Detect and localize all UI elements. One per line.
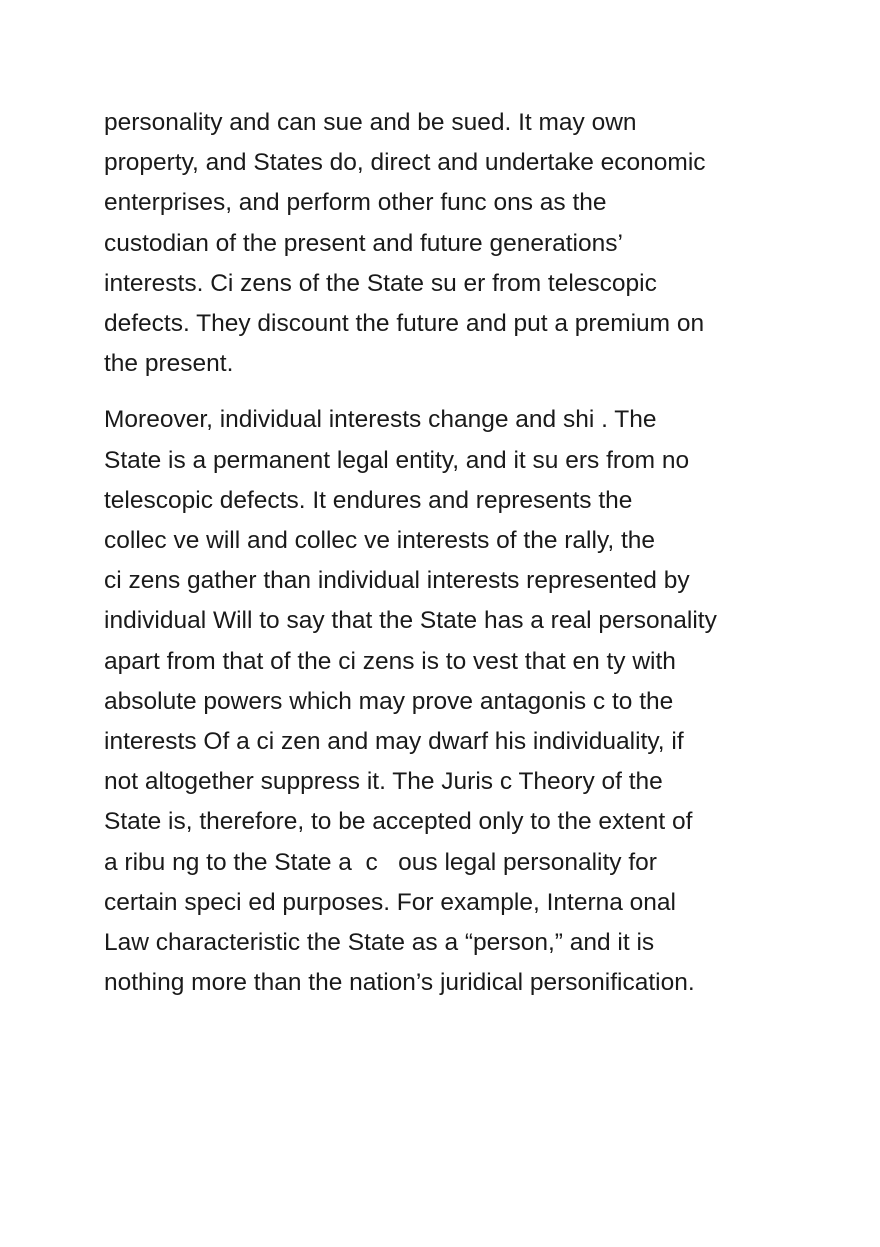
paragraph-line: certain speci ed purposes. For example, Interna onal: [104, 888, 676, 916]
paragraph-line: individual Will to say that the State has a real personality: [104, 607, 717, 635]
paragraph-1: [104, 103, 784, 384]
paragraph-line: Moreover, individual interests change and shi . The: [104, 406, 657, 434]
paragraph-line: interests Of a ci zen and may dwarf his individuality, if: [104, 728, 684, 756]
paragraph-line: apart from that of the ci zens is to vest that en ty with: [104, 647, 676, 675]
paragraph-2: [104, 400, 784, 1003]
paragraph-line: a ribu ng to the State a c ous legal personality for: [104, 848, 657, 876]
paragraph-line: interests. Ci zens of the State su er from telescopic: [104, 269, 657, 297]
paragraph-line: personality and can sue and be sued. It may own: [104, 109, 637, 136]
paragraph-line: collec ve will and collec ve interests of the rally, the: [104, 527, 656, 555]
paragraph-line: custodian of the present and future generations’: [104, 229, 623, 257]
paragraph-line: enterprises, and perform other func ons as the: [104, 189, 607, 217]
document-body: [104, 103, 784, 1003]
paragraph-line: Law characteristic the State as a “person,” and it is: [104, 929, 655, 957]
paragraph-line: property, and States do, direct and undertake economic: [104, 149, 706, 177]
paragraph-line: telescopic defects. It endures and represents the: [104, 486, 633, 514]
paragraph-line: State is a permanent legal entity, and it su ers from no: [104, 446, 690, 474]
paragraph-line: not altogether suppress it. The Juris c Theory of the: [104, 768, 663, 796]
paragraph-line: State is, therefore, to be accepted only to the extent of: [104, 808, 693, 836]
paragraph-line: nothing more than the nation’s juridical personification.: [104, 969, 695, 997]
paragraph-line: absolute powers which may prove antagonis c to the: [104, 687, 674, 715]
paragraph-line: ci zens gather than individual interests represented by: [104, 567, 690, 595]
paragraph-line: the present.: [104, 350, 234, 378]
paragraph-line: defects. They discount the future and put a premium on: [104, 310, 705, 338]
